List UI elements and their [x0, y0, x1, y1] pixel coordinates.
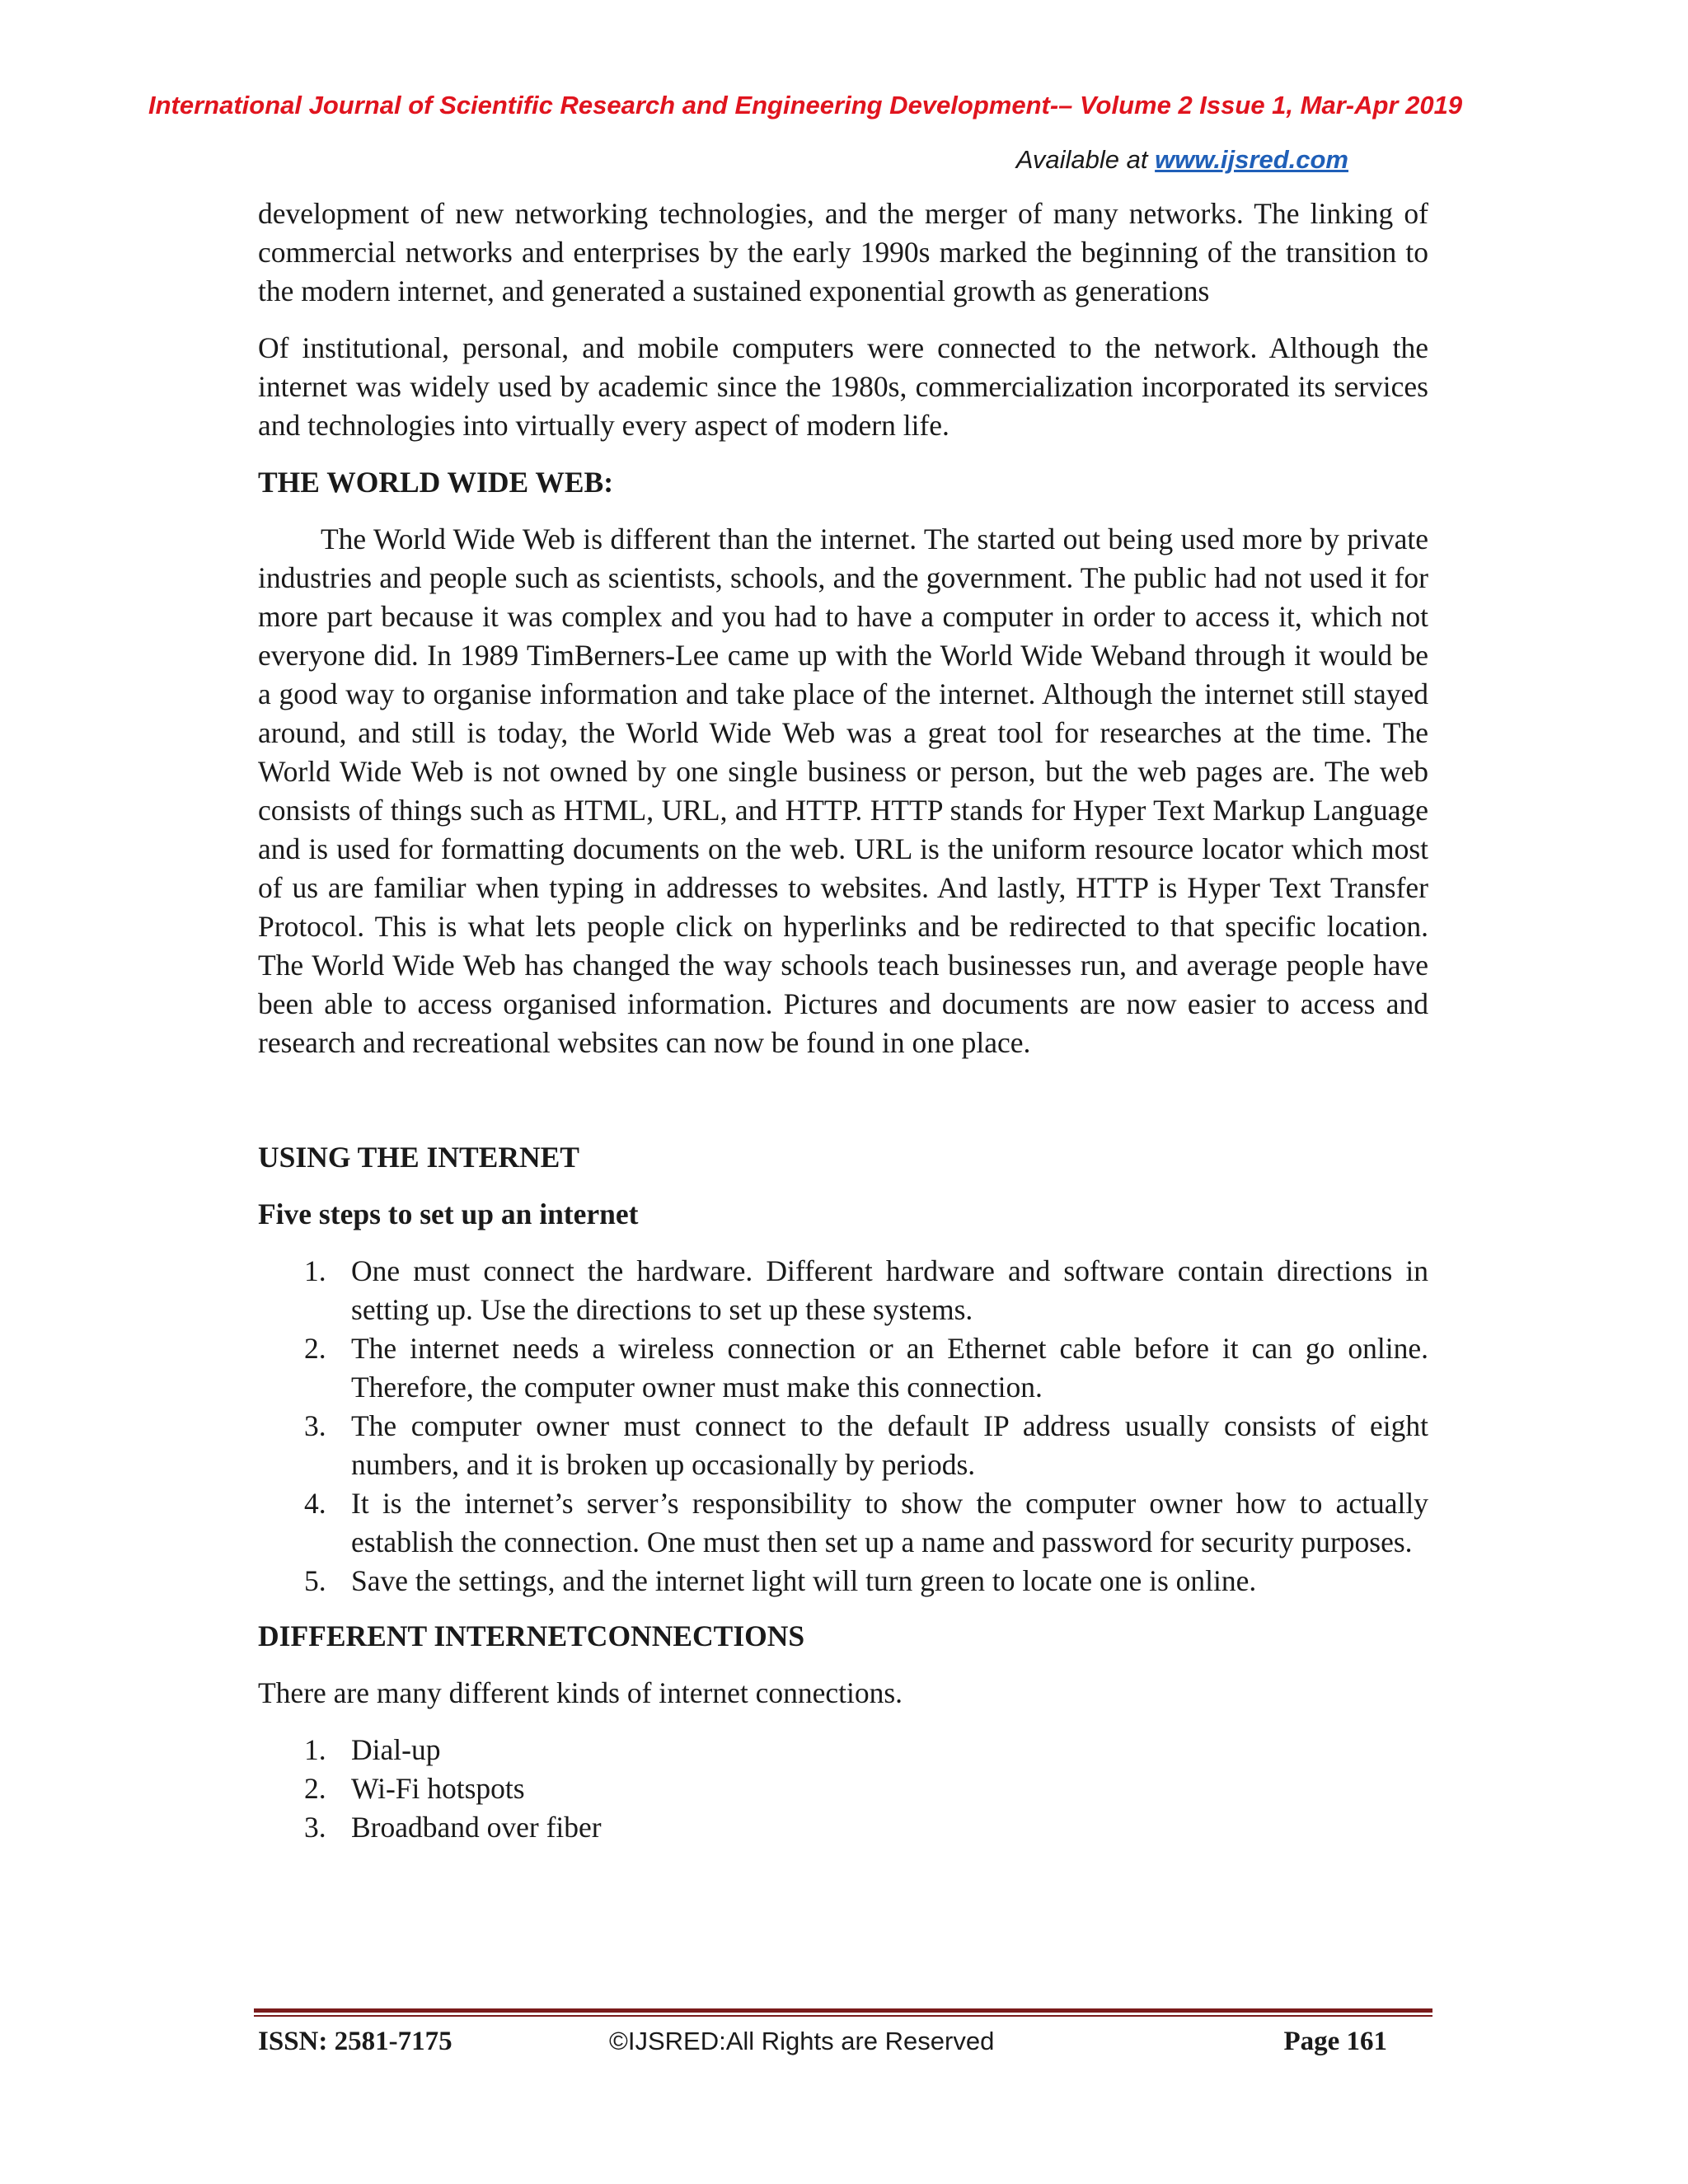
list-text: Wi-Fi hotspots: [351, 1772, 525, 1805]
list-item: [258, 1329, 1428, 1407]
paragraph-connection-kinds: There are many different kinds of internet connections.: [258, 1676, 903, 1709]
footer-copyright: ©IJSRED:All Rights are Reserved: [609, 2027, 995, 2055]
list-item: [258, 1407, 1428, 1484]
footer-divider-thin: [254, 2015, 1432, 2017]
connections-list: [258, 1731, 1428, 1847]
paragraph-institutional: Of institutional, personal, and mobile computers were connected to the network. Although the internet was widely used by academic since the 1980s, commercialization incorporated its services and technologies into virtually every aspect of modern life.: [258, 331, 1428, 442]
list-item: [258, 1484, 1428, 1562]
list-text: The internet needs a wireless connection or an Ethernet cable before it can go online. Therefore, the computer owner must make this connection.: [351, 1332, 1428, 1404]
list-text: Dial-up: [351, 1733, 441, 1766]
footer-page-number: Page 161: [1283, 2027, 1387, 2056]
heading-world-wide-web: THE WORLD WIDE WEB:: [258, 466, 614, 499]
list-number: 2.: [304, 1772, 326, 1805]
footer-issn: ISSN: 2581-7175: [258, 2027, 452, 2056]
journal-header: International Journal of Scientific Research and Engineering Development-– Volume 2 Issue 1, Mar-Apr 2019: [148, 91, 1463, 120]
list-item: [258, 1562, 1428, 1601]
list-number: 2.: [304, 1332, 326, 1365]
list-text: One must connect the hardware. Different hardware and software contain directions in setting up. Use the directions to set up these systems.: [351, 1254, 1428, 1326]
footer-divider-thick: [254, 2008, 1432, 2013]
paragraph-networks: development of new networking technologies, and the merger of many networks. The linking of commercial networks and enterprises by the early 1990s marked the beginning of the transition to the modern internet, and generated a sustained exponential growth as generations: [258, 197, 1428, 307]
list-item: [258, 1808, 1428, 1847]
list-number: 1.: [304, 1254, 326, 1287]
availability-line: [1016, 145, 1348, 175]
available-prefix: Available at: [1015, 145, 1156, 174]
list-text: Broadband over fiber: [351, 1811, 602, 1844]
heading-different-connections: DIFFERENT INTERNETCONNECTIONS: [258, 1619, 805, 1652]
heading-using-the-internet: USING THE INTERNET: [258, 1141, 579, 1174]
list-text: The computer owner must connect to the default IP address usually consists of eight numbers, and it is broken up occasionally by periods.: [351, 1409, 1428, 1481]
list-number: 5.: [304, 1564, 326, 1597]
list-number: 3.: [304, 1409, 326, 1442]
journal-website-link[interactable]: www.ijsred.com: [1155, 145, 1348, 174]
setup-steps-list: [258, 1252, 1428, 1601]
list-text: It is the internet’s server’s responsibility to show the computer owner how to actually establish the connection. One must then set up a name and password for security purposes.: [351, 1487, 1428, 1558]
list-number: 1.: [304, 1733, 326, 1766]
list-number: 3.: [304, 1811, 326, 1844]
list-item: [258, 1731, 1428, 1769]
list-item: [258, 1769, 1428, 1808]
list-number: 4.: [304, 1487, 326, 1520]
article-body: [258, 194, 1428, 1863]
paragraph-world-wide-web: The World Wide Web is different than the internet. The started out being used more by private industries and people such as scientists, schools, and the government. The public had not used it for more part because it was complex and you had to have a computer in order to access it, which not everyone did. In 1989 TimBerners-Lee came up with the World Wide Weband through it would be a good way to organise information and take place of the internet. Although the internet still stayed around, and still is today, the World Wide Web was a great tool for researches at the time. The World Wide Web is not owned by one single business or person, but the web pages are. The web consists of things such as HTML, URL, and HTTP. HTTP stands for Hyper Text Markup Language and is used for formatting documents on the web. URL is the uniform resource locator which most of us are familiar when typing in addresses to websites. And lastly, HTTP is Hyper Text Transfer Protocol. This is what lets people click on hyperlinks and be redirected to that specific location. The World Wide Web has changed the way schools teach businesses run, and average people have been able to access organised information. Pictures and documents are now easier to access and research and recreational websites can now be found in one place.: [258, 523, 1428, 1059]
list-text: Save the settings, and the internet light will turn green to locate one is online.: [351, 1564, 1257, 1597]
list-item: [258, 1252, 1428, 1329]
heading-five-steps: Five steps to set up an internet: [258, 1197, 639, 1230]
section-gap: [258, 1080, 1428, 1138]
